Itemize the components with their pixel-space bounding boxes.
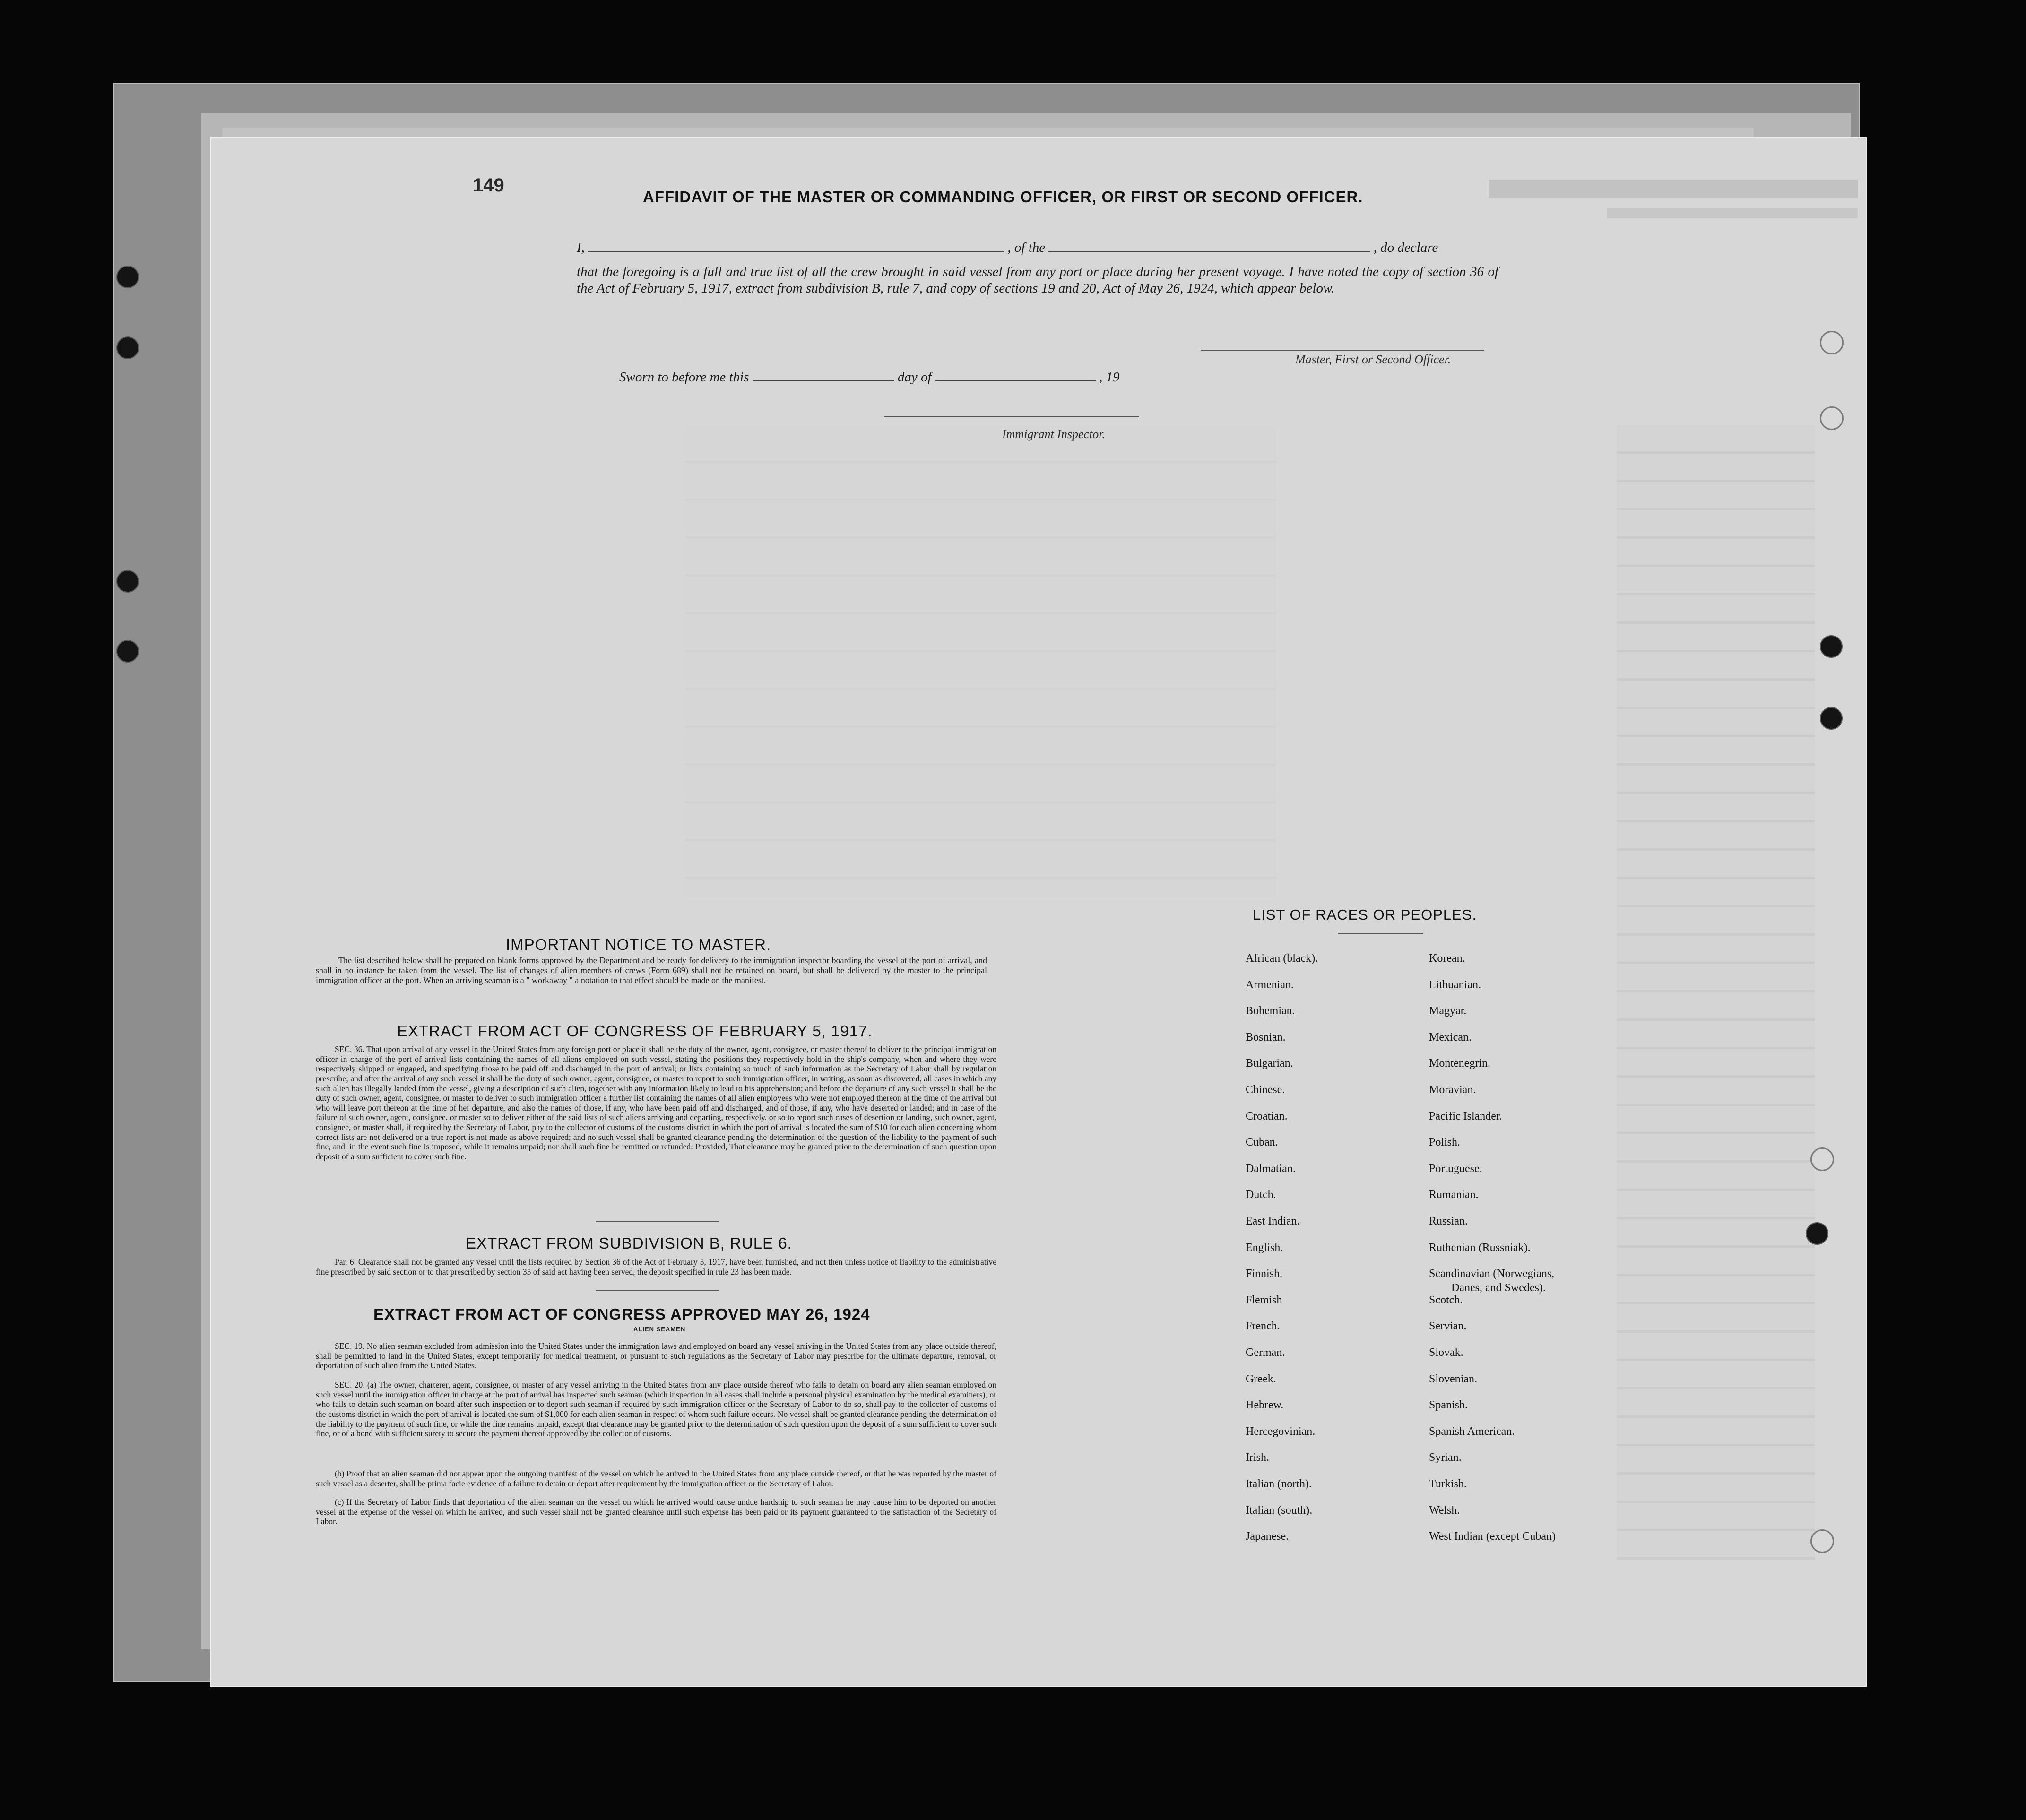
binder-hole-5 <box>1820 331 1844 354</box>
race-item: Servian. <box>1429 1320 1467 1333</box>
race-item: Bosnian. <box>1246 1031 1286 1044</box>
races-title: LIST OF RACES OR PEOPLES. <box>1253 906 1477 923</box>
inspector-signature-line[interactable] <box>884 416 1139 417</box>
race-item: Bulgarian. <box>1246 1057 1293 1070</box>
race-item: German. <box>1246 1346 1285 1359</box>
races-scandinavian-cont: Danes, and Swedes). <box>1451 1282 1546 1294</box>
race-item: West Indian (except Cuban) <box>1429 1530 1556 1543</box>
binder-hole-7 <box>1820 635 1843 658</box>
notice-text: The list described below shall be prepared on blank forms approved by the Department and be ready for delivery to the immigration inspector boarding the vessel at the port of arrival, and shall in no instance be taken from the vessel. The list of changes of alien members of crews (Form 689) shall not be retained on board, but shall be delivered by the master to the principal immigration officer at the port. When an arriving seaman is a " workaway " a notation to that effect should be made on the manifest. <box>316 956 987 985</box>
races-left-column <box>1246 952 1425 1557</box>
race-item: Chinese. <box>1246 1084 1285 1096</box>
extract-1924-sec20c: (c) If the Secretary of Labor finds that deportation of the alien seaman on the vessel on which he arrived would cause undue hardship to such seaman he may cause him to be deported on another vessel at the expense of the vessel on which he arrived, and such vessel shall not be granted clearance until such expense has been paid or its payment guaranteed to the satisfaction of the Secretary of Labor. <box>316 1497 996 1527</box>
master-signature-label: Master, First or Second Officer. <box>1295 353 1451 366</box>
race-item: Scotch. <box>1429 1294 1463 1306</box>
sworn-line <box>619 370 1120 385</box>
inspector-signature-label: Immigrant Inspector. <box>1002 427 1106 441</box>
vessel-name-field[interactable] <box>1048 251 1370 252</box>
extract-1924-sec20a: SEC. 20. (a) The owner, charterer, agent, consignee, or master of any vessel arriving in the United States from any place outside thereof who fails to detain on board any alien seaman employed on such vessel until the immigration officer in charge at the port of arrival has inspected such seaman (which inspection in all cases shall include a personal physical examination by the medical examiners), or who fails to detain such seaman on board after such inspection or to deport such seaman if required by such immigration officer or the Secretary of Labor to do so, shall pay to the collector of customs of the customs district in which the port of arrival is located the sum of $1,000 for each alien seaman in respect of whom such failure occurs. No vessel shall be granted clearance pending the determination of the liability to the payment of such fine, or while the fine remains unpaid, except that clearance may be granted prior to the determination of such question upon the deposit of a sum sufficient to cover such fine, or of a bond with sufficient surety to secure the payment thereof approved by the collector of customs. <box>316 1380 996 1439</box>
race-item: Cuban. <box>1246 1136 1278 1149</box>
race-item: Italian (north). <box>1246 1478 1312 1490</box>
bleed-through-column <box>1617 425 1815 1560</box>
declaration-declare: , do declare <box>1373 240 1438 255</box>
sworn-year: , 19 <box>1099 370 1120 385</box>
affidavit-statement: that the foregoing is a full and true list of all the crew brought in said vessel from any port or place during her present voyage. I have noted the copy of section 36 of the Act of February 5, 1917, extract from subdivision B, rule 7, and copy of sections 19 and 20, Act of May 26, 1924, which appear below. <box>577 264 1498 296</box>
race-item: Flemish <box>1246 1294 1282 1306</box>
race-item: Hercegovinian. <box>1246 1425 1316 1438</box>
extract-1924-sec20b: (b) Proof that an alien seaman did not appear upon the outgoing manifest of the vessel on which he arrived in the United States from any place outside thereof, or that he was reported by the master of such vessel as a deserter, shall be prima facie evidence of a failure to detain or deport after requirement by the immigration officer or the Secretary of Labor. <box>316 1469 996 1488</box>
race-item: African (black). <box>1246 952 1318 965</box>
race-item: Croatian. <box>1246 1110 1288 1122</box>
sworn-text: Sworn to before me this <box>619 370 749 385</box>
race-item: Slovenian. <box>1429 1372 1477 1385</box>
races-right-column <box>1420 952 1619 1557</box>
subdivision-b-title: EXTRACT FROM SUBDIVISION B, RULE 6. <box>466 1234 792 1252</box>
sworn-date-field[interactable] <box>753 380 894 381</box>
sworn-day-of: day of <box>897 370 932 385</box>
race-item: East Indian. <box>1246 1215 1300 1227</box>
extract-1917-text: SEC. 36. That upon arrival of any vessel in the United States from any foreign port or place it shall be the duty of the owner, agent, consignee, or master thereof to deliver to the principal immigration officer in charge of the port of arrival lists containing the names of all aliens employed on such vessel, stating the positions they respectively hold in the ship's company, when and where they were respectively shipped or engaged, and specifying those to be paid off and discharged in the port of arrival; or lists containing so much of such information as the Secretary of Labor shall by regulation prescribe; and after the arrival of any such vessel it shall be the duty of such owner, agent, consignee, or master to report to such immigration officer, in writing, as soon as discovered, all cases in which any such alien has illegally landed from the vessel, giving a description of such alien, together with any information likely to lead to his apprehension; and before the departure of any such vessel it shall be the duty of such owner, agent, consignee, or master to deliver to such immigration officer a further list containing the names of all alien employees who were not employed thereon at the time of the arrival but who will leave port thereon at the time of her departure, and also the names of those, if any, who have been paid off and discharged, and of those, if any, who have deserted or landed; and in case of the failure of such owner, agent, consignee, or master so to deliver either of the said lists of such aliens arriving and departing, respectively, or so to report such cases of desertion or landing, such owner, agent, consignee, or master shall, if required by the Secretary of Labor, pay to the collector of customs of the customs district in which the port of arrival is located the sum of $10 for each alien concerning whom correct lists are not delivered or a true report is not made as above required; and no such vessel shall be granted clearance pending the determination of the question of the liability to the payment of such fine, and, in the event such fine is imposed, while it remains unpaid; nor shall such fine be remitted or refunded: Provided, That clearance may be granted prior to the determination of such question upon deposit of a sum sufficient to cover such fine. <box>316 1044 996 1162</box>
notice-title: IMPORTANT NOTICE TO MASTER. <box>506 936 771 953</box>
bleed-through-heading <box>1489 180 1858 198</box>
race-item: Irish. <box>1246 1451 1269 1464</box>
race-item: Mexican. <box>1429 1031 1472 1044</box>
extract-1924-subtitle: ALIEN SEAMEN <box>633 1326 686 1333</box>
race-item: Magyar. <box>1429 1005 1467 1018</box>
race-item: French. <box>1246 1320 1280 1333</box>
bleed-through-middle <box>685 425 1276 898</box>
divider-2 <box>596 1290 719 1291</box>
race-item: Welsh. <box>1429 1504 1460 1517</box>
binder-hole-9 <box>1810 1147 1834 1171</box>
page-number-stamp: 149 <box>473 175 504 196</box>
race-item: Dalmatian. <box>1246 1162 1296 1175</box>
race-item: English. <box>1246 1241 1283 1254</box>
race-item: Russian. <box>1429 1215 1468 1227</box>
race-item: Rumanian. <box>1429 1189 1479 1201</box>
binder-hole-4 <box>116 640 139 663</box>
declaration-i: I, <box>577 240 585 255</box>
binder-hole-3 <box>116 570 139 593</box>
master-signature-line[interactable] <box>1201 350 1484 351</box>
race-item: Moravian. <box>1429 1084 1476 1096</box>
declaration-of-the: , of the <box>1007 240 1046 255</box>
binder-hole-6 <box>1820 406 1844 430</box>
declarant-name-field[interactable] <box>588 251 1004 252</box>
race-item: Slovak. <box>1429 1346 1463 1359</box>
extract-1924-sec19: SEC. 19. No alien seaman excluded from admission into the United States under the immigration laws and employed on board any vessel arriving in the United States from any place outside thereof, shall be permitted to land in the United States, except temporarily for medical treatment, or pursuant to such regulations as the Secretary of Labor may prescribe for the ultimate departure, removal, or deportation of such alien from the United States. <box>316 1341 996 1371</box>
race-item: Polish. <box>1429 1136 1461 1149</box>
binder-hole-1 <box>116 266 139 288</box>
race-item: Portuguese. <box>1429 1162 1482 1175</box>
binder-hole-11 <box>1810 1529 1834 1553</box>
race-item: Montenegrin. <box>1429 1057 1490 1070</box>
race-item: Armenian. <box>1246 978 1294 991</box>
subdivision-b-text: Par. 6. Clearance shall not be granted any vessel until the lists required by Section 36 of the Act of February 5, 1917, have been furnished, and not then unless notice of liability to the administrative fine prescribed by said section or to that prescribed by section 35 of said act having been served, the deposit specified in rule 23 has been made. <box>316 1257 996 1277</box>
extract-1924-title: EXTRACT FROM ACT OF CONGRESS APPROVED MAY 26, 1924 <box>373 1305 870 1323</box>
binder-hole-2 <box>116 336 139 359</box>
race-item: Hebrew. <box>1246 1399 1284 1412</box>
race-item: Dutch. <box>1246 1189 1276 1201</box>
race-item: Spanish. <box>1429 1399 1468 1412</box>
race-item: Greek. <box>1246 1372 1276 1385</box>
race-item: Japanese. <box>1246 1530 1289 1543</box>
race-item: Pacific Islander. <box>1429 1110 1502 1122</box>
race-item: Turkish. <box>1429 1478 1467 1490</box>
race-item: Spanish American. <box>1429 1425 1515 1438</box>
race-item: Scandinavian (Norwegians, <box>1429 1268 1555 1280</box>
affidavit-title: AFFIDAVIT OF THE MASTER OR COMMANDING OFFICER, OR FIRST OR SECOND OFFICER. <box>643 188 1363 206</box>
bleed-through-lines <box>1607 208 1858 218</box>
race-item: Korean. <box>1429 952 1465 965</box>
race-item: Syrian. <box>1429 1451 1462 1464</box>
divider-1 <box>596 1221 719 1222</box>
binder-hole-8 <box>1820 707 1843 730</box>
sworn-month-field[interactable] <box>935 380 1096 381</box>
races-title-underline <box>1338 933 1423 934</box>
race-item: Lithuanian. <box>1429 978 1481 991</box>
extract-1917-title: EXTRACT FROM ACT OF CONGRESS OF FEBRUARY 5, 1917. <box>397 1022 873 1040</box>
race-item: Italian (south). <box>1246 1504 1313 1517</box>
race-item: Ruthenian (Russniak). <box>1429 1241 1531 1254</box>
binder-hole-10 <box>1806 1222 1828 1245</box>
race-item: Bohemian. <box>1246 1005 1295 1018</box>
race-item: Finnish. <box>1246 1268 1283 1280</box>
declaration-line <box>577 240 1438 256</box>
